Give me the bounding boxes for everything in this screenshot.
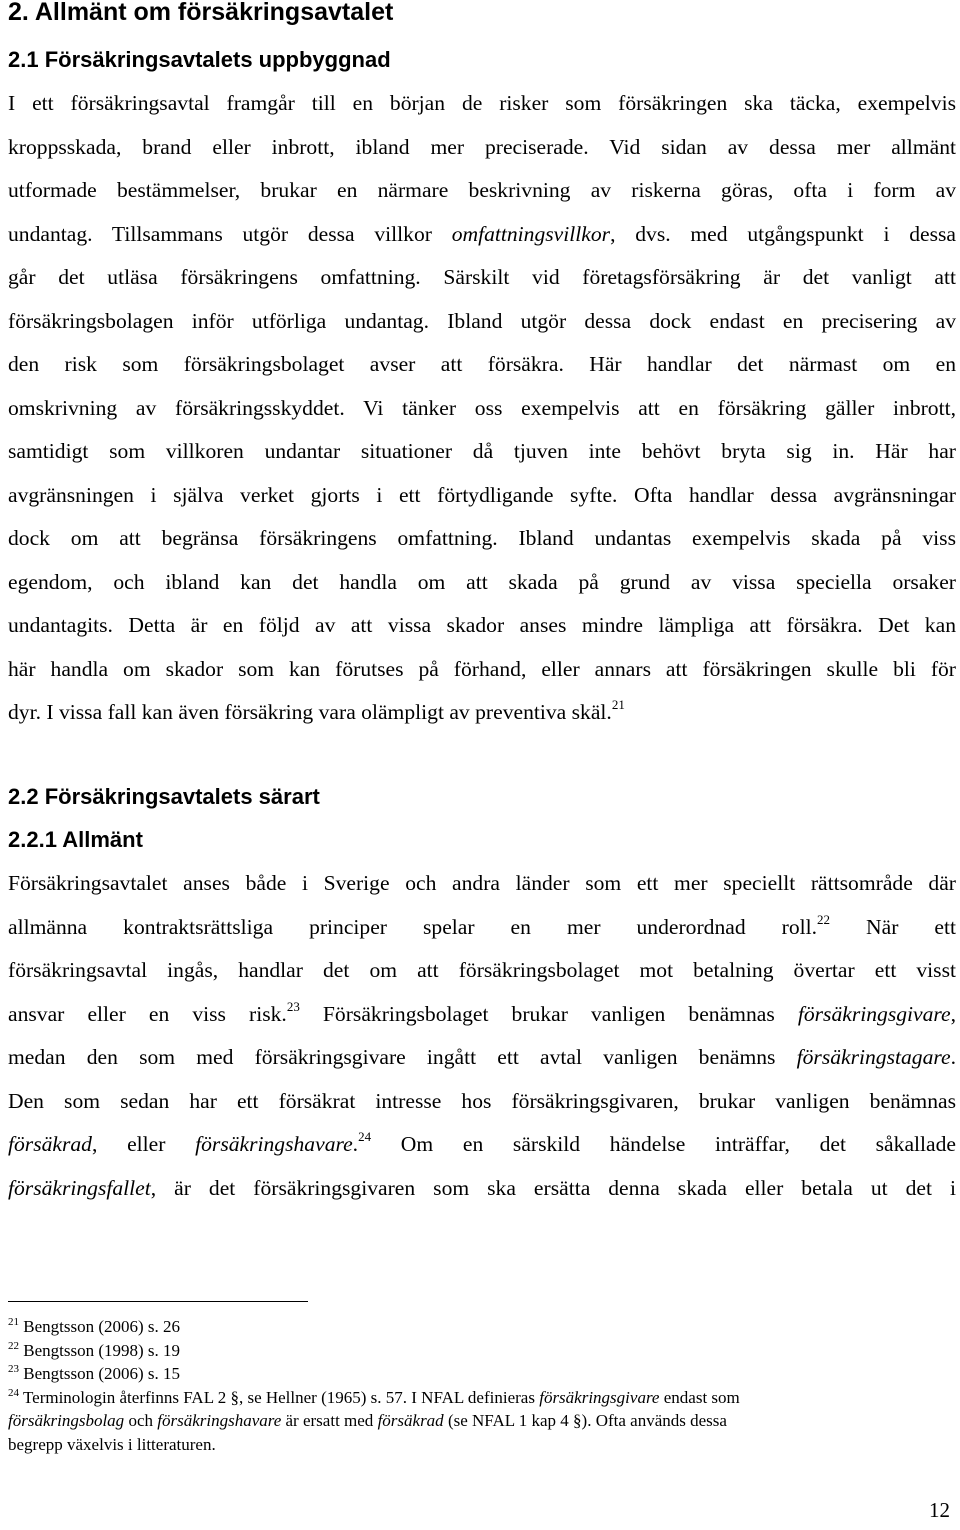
text-line: omskrivning av försäkringsskyddet. Vi tänker oss exempelvis att en försäkring gäller inbrott, bbox=[8, 395, 956, 420]
footnote-24-cont: begrepp växelvis i litteraturen. bbox=[8, 1434, 216, 1454]
text-line: försäkringsavtal ingås, handlar det om att försäkringsbolaget mot betalning övertar ett visst bbox=[8, 958, 956, 982]
footnote-23: $^{23}$ Bengtsson (2006) s. 15 bbox=[8, 1363, 181, 1383]
text-line: kroppsskada, brand eller inbrott, ibland mer preciserade. Vid sidan av dessa mer allmänt bbox=[8, 134, 956, 159]
page-number: 12 bbox=[929, 1498, 950, 1522]
term-omfattningsvillkor: omfattningsvillkor bbox=[451, 221, 611, 246]
section-heading-2-2: 2.2 Försäkringsavtalets särart bbox=[8, 784, 320, 809]
footnote-separator bbox=[8, 1301, 308, 1302]
chapter-heading: 2. Allmänt om försäkringsavtalet bbox=[8, 0, 394, 26]
paragraph-2-1 bbox=[8, 82, 956, 735]
text-line: avgränsningen i själva verket gjorts i ett förtydligande syfte. Ofta handlar dessa avgränsningar bbox=[8, 482, 956, 507]
footnote-ref-24[interactable]: 24 bbox=[358, 1129, 372, 1144]
footnote-ref-21[interactable]: 21 bbox=[611, 697, 625, 712]
text-line: medan den som med försäkringsgivare ingått ett avtal vanligen benämns försäkringstagare. bbox=[8, 1045, 956, 1069]
text-line: den risk som försäkringsbolaget avser att försäkra. Här handlar det närmast om en bbox=[8, 352, 956, 376]
term-forsakrad: försäkrad bbox=[8, 1132, 92, 1156]
term-forsakringstagare: försäkringstagare bbox=[796, 1045, 951, 1069]
text-line: ansvar eller en viss risk.$^{23}$ Försäkringsbolaget brukar vanligen benämnas försäkringsgivare, bbox=[8, 998, 956, 1026]
term-forsakringsgivare: försäkringsgivare bbox=[797, 1001, 951, 1026]
text-line: egendom, och ibland kan det handla om att skada på grund av vissa speciella orsaker bbox=[8, 569, 956, 594]
text-line: utformade bestämmelser, brukar en närmare beskrivning av riskerna göras, ofta i form av bbox=[8, 178, 956, 202]
text-line: samtidigt som villkoren undantar situationer då tjuven inte behövt bryta sig in. Här har bbox=[8, 439, 956, 463]
subsection-heading-2-2-1: 2.2.1 Allmänt bbox=[8, 827, 143, 852]
text-line: försäkrad, eller försäkringshavare.$^{24}$ Om en särskild händelse inträffar, det såkallade bbox=[8, 1129, 956, 1156]
footnote-ref-23[interactable]: 23 bbox=[286, 998, 300, 1014]
text-line: I ett försäkringsavtal framgår till en början de risker som försäkringen ska täcka, exempelvis bbox=[8, 91, 956, 115]
text-line: allmänna kontraktsrättsliga principer spelar en mer underordnad roll.$^{22}$ När ett bbox=[8, 911, 956, 939]
text-line: dyr. I vissa fall kan även försäkring vara olämpligt av preventiva skäl.$^{21}$ bbox=[8, 697, 625, 724]
footnote-24-cont: försäkringsbolag och försäkringshavare är ersatt med försäkrad (se NFAL 1 kap 4 §). Ofta används dessa bbox=[8, 1411, 727, 1430]
text-line: undantag. Tillsammans utgör dessa villkor omfattningsvillkor, dvs. med utgångspunkt i dessa bbox=[8, 221, 956, 246]
footnote-22: $^{22}$ Bengtsson (1998) s. 19 bbox=[8, 1339, 181, 1360]
text-line: försäkringsfallet, är det försäkringsgivaren som ska ersätta denna skada eller betala ut det i bbox=[8, 1175, 956, 1200]
footnotes bbox=[8, 1315, 956, 1456]
text-line: undantagits. Detta är en följd av att vissa skador anses mindre lämpliga att försäkra. Det kan bbox=[8, 613, 956, 637]
text-line: går det utläsa försäkringens omfattning. Särskilt vid företagsförsäkring är det vanligt att bbox=[8, 265, 956, 289]
text-line: försäkringsbolagen inför utförliga undantag. Ibland utgör dessa dock endast en precisering av bbox=[8, 308, 956, 333]
footnote-ref-22[interactable]: 22 bbox=[817, 911, 831, 927]
text-line: här handla om skador som kan förutses på förhand, eller annars att försäkringen skulle bli för bbox=[8, 656, 956, 681]
text-line: Den som sedan har ett försäkrat intresse hos försäkringsgivaren, brukar vanligen benämnas bbox=[8, 1088, 956, 1113]
section-heading-2-1: 2.1 Försäkringsavtalets uppbyggnad bbox=[8, 47, 391, 72]
paragraph-2-2-1 bbox=[8, 862, 956, 1210]
term-forsakringsfallet: försäkringsfallet bbox=[8, 1175, 151, 1200]
term-forsakringshavare: försäkringshavare bbox=[195, 1132, 353, 1156]
footnote-24: $^{24}$ Terminologin återfinns FAL 2 §, se Hellner (1965) s. 57. I NFAL definieras försäkringsgivare endast som bbox=[8, 1386, 740, 1407]
footnote-21: $^{21}$ Bengtsson (2006) s. 26 bbox=[8, 1316, 181, 1336]
text-line: Försäkringsavtalet anses både i Sverige och andra länder som ett mer speciellt rättsområde där bbox=[8, 871, 956, 895]
text-line: dock om att begränsa försäkringens omfattning. Ibland undantas exempelvis skada på viss bbox=[8, 526, 956, 550]
